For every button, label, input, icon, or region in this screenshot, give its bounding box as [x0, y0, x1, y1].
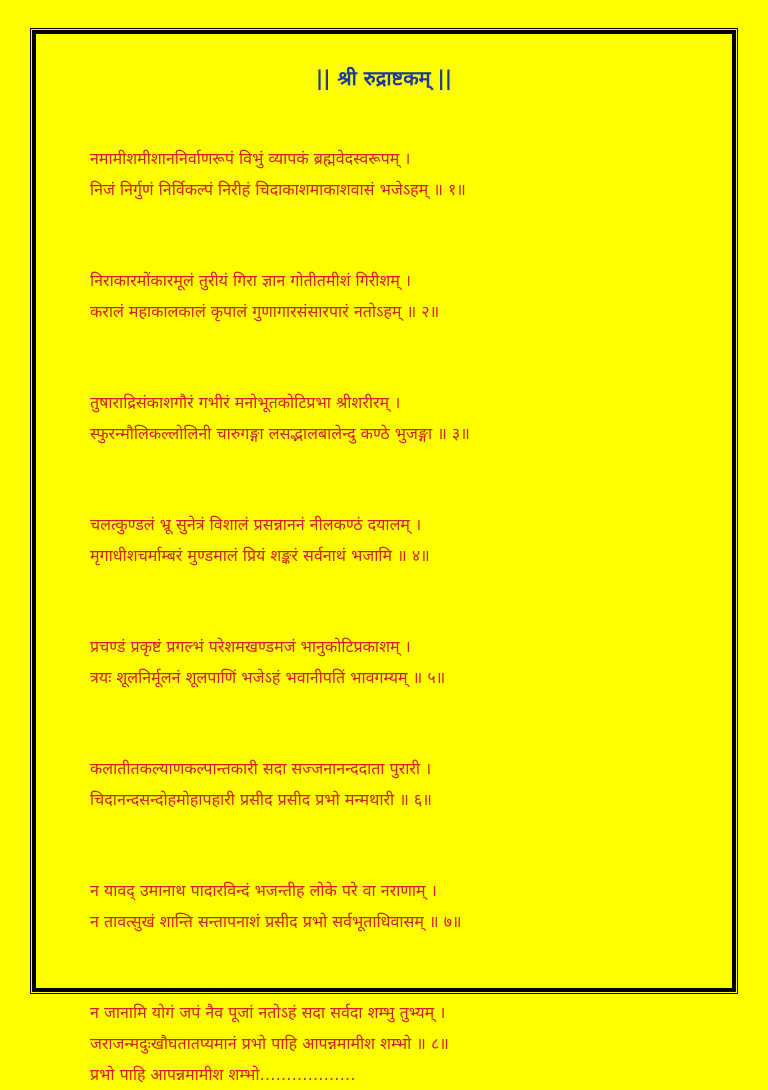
- verse-line: न जानामि योगं जपं नैव पूजां नतोऽहं सदा सर्वदा शम्भु तुभ्यम् ।: [90, 1003, 446, 1022]
- stanza-2: [90, 265, 710, 327]
- stanza-5: [90, 631, 710, 693]
- verse-line: न तावत्सुखं शान्ति सन्तापनाशं प्रसीद प्रभो सर्वभूताधिवासम् ॥ ७॥: [90, 912, 462, 931]
- verse-line: करालं महाकालकालं कृपालं गुणागारसंसारपारं नतोऽहम् ॥ २॥: [90, 302, 440, 321]
- stanza-4: [90, 509, 710, 571]
- stanza-6: [90, 753, 710, 815]
- stanza-8: [90, 997, 710, 1090]
- verse-line: नमामीशमीशाननिर्वाणरूपं विभुं व्यापकं ब्रह्मवेदस्वरूपम् ।: [90, 149, 411, 168]
- stanza-3: [90, 387, 710, 449]
- verse-line: निराकारमोंकारमूलं तुरीयं गिरा ज्ञान गोतीतमीशं गिरीशम् ।: [90, 271, 411, 290]
- verse-line: तुषाराद्रिसंकाशगौरं गभीरं मनोभूतकोटिप्रभा श्रीशरीरम् ।: [90, 393, 401, 412]
- stanza-1: [90, 143, 710, 205]
- verse-line: जराजन्मदुःखौघतातप्यमानं प्रभो पाहि आपन्नमामीश शम्भो ॥ ८॥: [90, 1034, 449, 1053]
- verse-line: स्फुरन्मौलिकल्लोलिनी चारुगङ्गा लसद्भालबालेन्दु कण्ठे भुजङ्गा ॥ ३॥: [90, 424, 470, 443]
- verse-line: चिदानन्दसन्दोहमोहापहारी प्रसीद प्रसीद प्रभो मन्मथारी ॥ ६॥: [90, 790, 432, 809]
- stanza-7: [90, 875, 710, 937]
- verse-line: कलातीतकल्याणकल्पान्तकारी सदा सज्जनानन्ददाता पुरारी ।: [90, 759, 432, 778]
- verse-line: प्रचण्डं प्रकृष्टं प्रगल्भं परेशमखण्डमजं भानुकोटिप्रकाशम् ।: [90, 637, 411, 656]
- verse-line: प्रभो पाहि आपन्नमामीश शम्भो………………: [90, 1065, 356, 1084]
- verse-line: न यावद् उमानाथ पादारविन्दं भजन्तीह लोके परे वा नराणाम् ।: [90, 881, 437, 900]
- verse-line: मृगाधीशचर्माम्बरं मुण्डमालं प्रियं शङ्करं सर्वनाथं भजामि ॥ ४॥: [90, 546, 430, 565]
- verses: [90, 143, 710, 1090]
- verse-line: त्रयः शूलनिर्मूलनं शूलपाणिं भजेऽहं भवानीपतिं भावगम्यम् ॥ ५॥: [90, 668, 446, 687]
- verse-line: चलत्कुण्डलं भ्रू सुनेत्रं विशालं प्रसन्नाननं नीलकण्ठं दयालम् ।: [90, 515, 422, 534]
- page-title: || श्री रुद्राष्टकम् ||: [315, 66, 453, 90]
- verse-line: निजं निर्गुणं निर्विकल्पं निरीहं चिदाकाशमाकाशवासं भजेऽहम् ॥ १॥: [90, 180, 466, 199]
